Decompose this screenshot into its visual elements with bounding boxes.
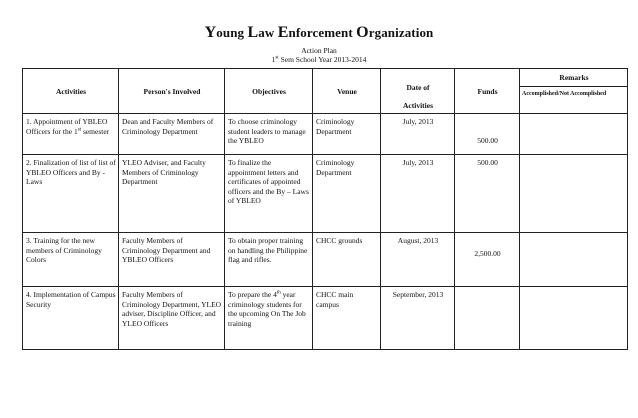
table-row [23,155,628,233]
date-cell: August, 2013 [381,233,455,287]
objectives-text: To obtain proper training on handling the Philippine flag and rifles. [228,236,308,265]
objectives-cell [225,233,313,287]
semester-num: 1 [271,55,276,64]
venue-cell: CHCC main campus [313,287,381,350]
remarks-cell [520,155,628,233]
date-cell: September, 2013 [381,287,455,350]
col-header-activities: Activities [23,69,119,114]
remarks-cell [520,233,628,287]
title-rest-3: nforcement [288,25,357,40]
venue-cell: CHCC grounds [313,233,381,287]
venue-cell: Criminology Department [313,155,381,233]
title-cap-3: E [277,24,289,41]
persons-cell: YLEO Adviser, and Faculty Members of Criminology Department [119,155,225,233]
activity-cell [23,155,119,233]
activity-text: 2. Finalization of list of list of YBLEO Officers and By - Laws [26,158,116,187]
semester-sup: st [275,55,279,61]
funds-cell [455,287,520,350]
col-header-persons: Person's Involved [119,69,225,114]
funds-cell: 2,500.00 [455,233,520,287]
title-rest-1: oung [216,25,248,40]
header-row-top [23,69,628,87]
col-header-funds: Funds [455,69,520,114]
col-header-venue: Venue [313,69,381,114]
semester-line [0,55,638,64]
col-header-date [381,69,455,114]
title-cap-1: Y [204,24,217,41]
persons-cell: Faculty Members of Criminology Department, YLEO adviser, Discipline Officer, and YLEO Officers [119,287,225,350]
objectives-cell [225,155,313,233]
activity-cell [23,114,119,155]
persons-cell: Dean and Faculty Members of Criminology Department [119,114,225,155]
title-rest-2: aw [258,25,278,40]
document-subtitle: Action Plan [301,46,337,55]
objectives-text: To finalize the appointment letters and certificates of appointed officers and the By – Laws of YBLEO [228,158,309,206]
title-cap-4: O [356,24,369,41]
action-plan-table [22,68,628,350]
document-title [0,24,638,42]
activity-sup: st [77,127,82,133]
title-cap-2: L [247,24,259,41]
date-cell: July, 2013 [381,114,455,155]
objectives-cell [225,287,313,350]
objectives-text: To choose criminology student leaders to manage the YBLEO [228,117,306,146]
activity-cell [23,287,119,350]
table-row [23,287,628,350]
activity-cell [23,233,119,287]
venue-cell: Criminology Department [313,114,381,155]
persons-cell: Faculty Members of Criminology Department and YBLEO Officers [119,233,225,287]
objectives-cell [225,114,313,155]
funds-cell: 500.00 [455,155,520,233]
table-row [23,233,628,287]
col-header-remarks-sub: Accomplished/Not Accomplished [520,87,628,114]
objectives-text: To prepare the 4 [228,290,277,299]
semester-rest: Sem School Year 2013-2014 [278,55,367,64]
objectives-text-post: year criminology students for the upcoming On The Job training [228,290,306,328]
funds-cell: 500.00 [455,114,520,155]
col-header-remarks: Remarks [520,69,628,87]
activity-text: 4. Implementation of Campus Security [26,290,116,309]
activity-text: 1. Appointment of YBLEO Officers for the 1 [26,117,108,136]
title-rest-4: rganization [368,25,434,40]
objectives-sup: th [276,290,281,296]
col-header-objectives: Objectives [225,69,313,114]
col-header-date-line1: Date of [406,82,430,92]
remarks-cell [520,114,628,155]
table-row [23,114,628,155]
remarks-cell [520,287,628,350]
col-header-date-line2: Activities [403,101,433,111]
activity-text-post: semester [81,126,110,136]
date-cell: July, 2013 [381,155,455,233]
activity-text: 3. Training for the new members of Criminology Colors [26,236,102,265]
